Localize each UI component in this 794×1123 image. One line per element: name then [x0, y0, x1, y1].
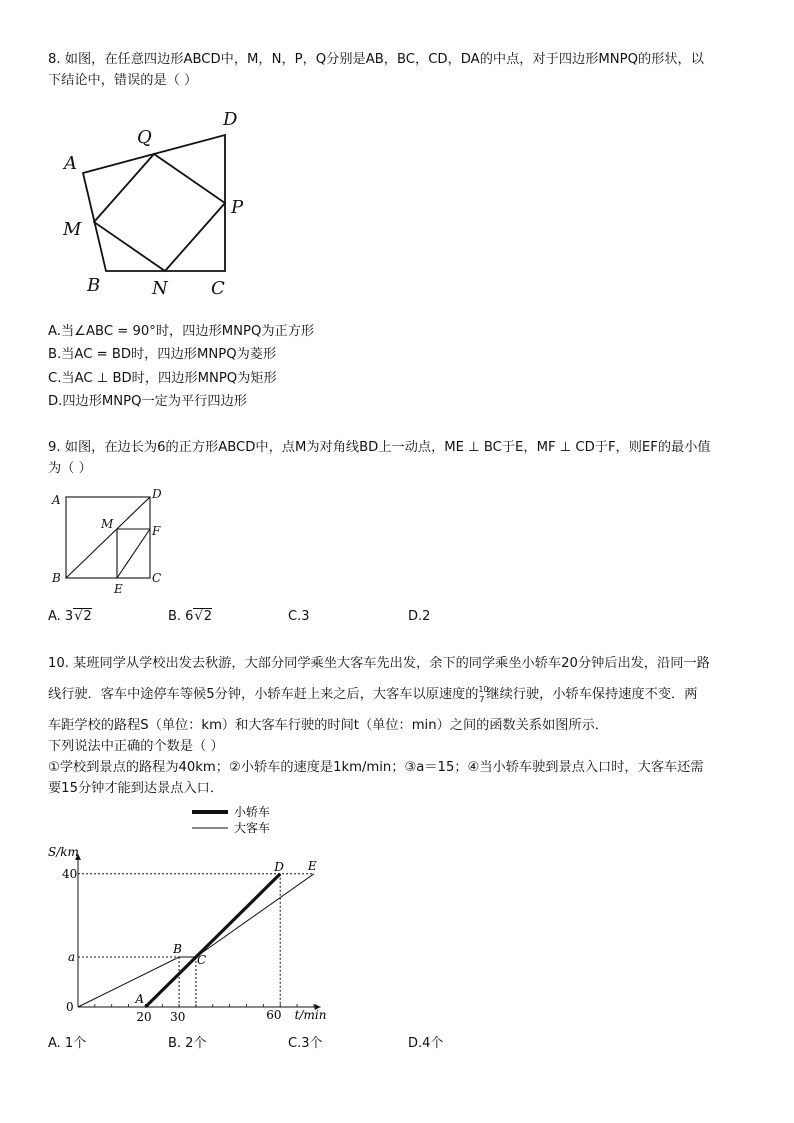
x-tick-label: 30: [170, 1010, 186, 1024]
q8-option-a: A.当∠ABC = 90°时，四边形MNPQ为正方形: [48, 324, 315, 339]
q8-option-b: B.当AC = BD时，四边形MNPQ为菱形: [48, 347, 277, 362]
x-axis-label: t/min: [294, 1008, 327, 1022]
q10-line5: ①学校到景点的路程为40km；②小轿车的速度是1km/min；③a＝15；④当小轿车驶到景点入口时，大客车还需: [48, 760, 704, 775]
label-d: D: [223, 109, 238, 130]
diagonal-bd: [66, 497, 150, 578]
label-b: B: [52, 571, 61, 585]
q9-figure: [48, 485, 173, 595]
quad-abcd: [83, 135, 225, 271]
label-a: A: [64, 153, 77, 174]
q10-option-d: D.4个: [408, 1036, 444, 1051]
q10-option-c: C.3个: [288, 1036, 323, 1051]
label-c: C: [152, 571, 162, 585]
q9-line1: 9. 如图，在边长为6的正方形ABCD中，点M为对角线BD上一动点，ME ⊥ BC于E，MF ⊥ CD于F，则EF的最小值: [48, 440, 711, 455]
label-f: F: [152, 524, 161, 538]
q9-option-d: D.2: [408, 609, 431, 624]
label-m: M: [101, 517, 114, 531]
q10-line6: 要15分钟才能到达景点入口．: [48, 781, 224, 796]
series-car-line: [145, 874, 280, 1007]
q10-option-a: A. 1个: [48, 1036, 87, 1051]
q8-figure: [50, 105, 260, 305]
y-tick-label: 40: [62, 866, 78, 881]
q10-line2: 线行驶．客车中途停车等候5分钟，小轿车赶上来之后，大客车以原速度的 10 7 继续行驶，小轿车保持速度不变．两: [48, 685, 698, 704]
q10-option-b: B. 2个: [168, 1036, 207, 1051]
label-e: E: [114, 582, 123, 596]
y-tick-label: a: [68, 950, 76, 965]
q8-line1: 8. 如图，在任意四边形ABCD中，M，N，P，Q分别是AB，BC，CD，DA的中点，对于四边形MNPQ的形状，以: [48, 52, 704, 67]
point-label-a: A: [135, 992, 145, 1006]
label-m: M: [63, 219, 82, 240]
point-label-d: D: [274, 859, 284, 874]
q8-line2: 下结论中，错误的是（ ）: [48, 73, 198, 88]
quad-mnpq: [94, 154, 225, 271]
legend-bus-label: 大客车: [234, 821, 271, 835]
point-label-b: B: [173, 942, 182, 957]
q9-option-a: A. 3√2: [48, 609, 92, 624]
q9-line2: 为（ ）: [48, 461, 92, 476]
point-label-e: E: [307, 858, 317, 873]
q8-option-c: C.当AC ⊥ BD时，四边形MNPQ为矩形: [48, 371, 277, 386]
label-p: P: [231, 197, 244, 218]
y-axis-label: S/km: [48, 844, 79, 859]
label-n: N: [152, 278, 168, 299]
q10-chart: [40, 800, 327, 1030]
y-tick-label: 0: [66, 1000, 74, 1014]
q10-line3: 车距学校的路程S（单位：km）和大客车行驶的时间t（单位：min）之间的函数关系如图所示．: [48, 718, 609, 733]
label-c: C: [211, 278, 225, 299]
q9-option-b: B. 6√2: [168, 609, 213, 624]
q8-option-d: D.四边形MNPQ一定为平行四边形: [48, 394, 247, 409]
q10-line1: 10. 某班同学从学校出发去秋游，大部分同学乘坐大客车先出发，余下的同学乘坐小轿车20分钟后出发，沿同一路: [48, 656, 710, 671]
q10-line4: 下列说法中正确的个数是（ ）: [48, 739, 224, 754]
q9-option-c: C.3: [288, 609, 310, 624]
legend-car-label: 小轿车: [234, 805, 271, 819]
label-d: D: [152, 487, 162, 501]
label-a: A: [52, 493, 61, 507]
x-tick-label: 60: [266, 1008, 282, 1022]
label-b: B: [87, 275, 101, 296]
label-q: Q: [137, 127, 152, 148]
point-label-c: C: [196, 953, 207, 968]
x-tick-label: 20: [136, 1010, 152, 1024]
segment-ef: [117, 529, 150, 578]
